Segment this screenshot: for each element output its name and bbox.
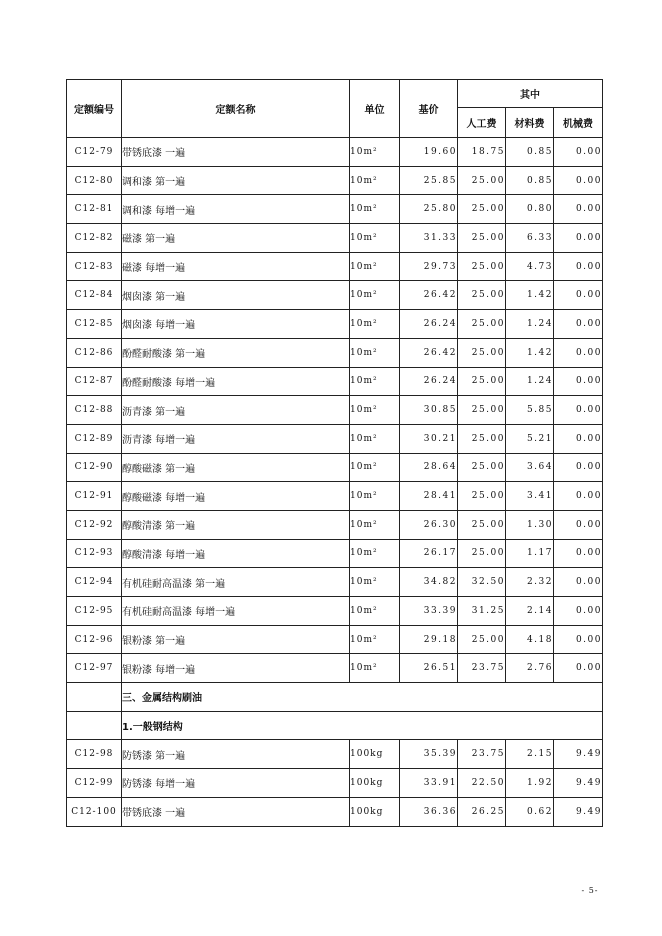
item-labor-cost: 18.75 [458, 138, 506, 167]
table-row [67, 510, 603, 539]
item-code: C12-86 [67, 338, 122, 367]
header-labor: 人工费 [458, 108, 506, 138]
item-base-price: 33.91 [400, 769, 458, 798]
item-base-price: 25.80 [400, 195, 458, 224]
item-code: C12-94 [67, 568, 122, 597]
item-labor-cost: 25.00 [458, 396, 506, 425]
subsection-title: 1.一般钢结构 [122, 711, 603, 740]
item-base-price: 33.39 [400, 597, 458, 626]
item-unit: 10m² [350, 281, 400, 310]
item-machine-cost: 0.00 [554, 654, 603, 683]
item-labor-cost: 25.00 [458, 482, 506, 511]
item-labor-cost: 25.00 [458, 310, 506, 339]
section-row [67, 683, 603, 712]
item-name: 有机硅耐高温漆 第一遍 [122, 568, 350, 597]
item-material-cost: 2.32 [506, 568, 554, 597]
item-code: C12-96 [67, 625, 122, 654]
item-name: 调和漆 每增一遍 [122, 195, 350, 224]
item-labor-cost: 22.50 [458, 769, 506, 798]
item-name: 银粉漆 第一遍 [122, 625, 350, 654]
item-base-price: 26.30 [400, 510, 458, 539]
item-code: C12-85 [67, 310, 122, 339]
item-base-price: 26.24 [400, 367, 458, 396]
item-labor-cost: 25.00 [458, 453, 506, 482]
item-code: C12-90 [67, 453, 122, 482]
item-material-cost: 3.41 [506, 482, 554, 511]
item-unit: 10m² [350, 367, 400, 396]
item-code: C12-93 [67, 539, 122, 568]
table-body-steel [67, 740, 603, 826]
item-code: C12-80 [67, 166, 122, 195]
table-row [67, 797, 603, 826]
item-material-cost: 0.85 [506, 166, 554, 195]
header-of-which: 其中 [458, 80, 603, 108]
item-name: 烟囱漆 每增一遍 [122, 310, 350, 339]
item-machine-cost: 9.49 [554, 769, 603, 798]
item-machine-cost: 0.00 [554, 224, 603, 253]
item-base-price: 26.51 [400, 654, 458, 683]
item-code: C12-82 [67, 224, 122, 253]
item-base-price: 28.41 [400, 482, 458, 511]
item-name: 沥青漆 每增一遍 [122, 424, 350, 453]
item-unit: 10m² [350, 166, 400, 195]
section-title: 三、金属结构刷油 [122, 683, 603, 712]
item-unit: 10m² [350, 424, 400, 453]
item-base-price: 26.42 [400, 281, 458, 310]
item-labor-cost: 25.00 [458, 166, 506, 195]
item-labor-cost: 25.00 [458, 281, 506, 310]
item-material-cost: 1.24 [506, 367, 554, 396]
item-labor-cost: 23.75 [458, 654, 506, 683]
item-material-cost: 1.24 [506, 310, 554, 339]
table-row [67, 482, 603, 511]
item-code: C12-79 [67, 138, 122, 167]
item-labor-cost: 25.00 [458, 424, 506, 453]
item-name: 防锈漆 第一遍 [122, 740, 350, 769]
item-labor-cost: 25.00 [458, 224, 506, 253]
item-unit: 10m² [350, 224, 400, 253]
item-unit: 10m² [350, 597, 400, 626]
item-code: C12-99 [67, 769, 122, 798]
item-name: 带锈底漆 一遍 [122, 138, 350, 167]
item-code: C12-81 [67, 195, 122, 224]
item-name: 醇酸清漆 第一遍 [122, 510, 350, 539]
item-code: C12-88 [67, 396, 122, 425]
header-machine: 机械费 [554, 108, 603, 138]
table-row [67, 539, 603, 568]
item-material-cost: 5.85 [506, 396, 554, 425]
item-base-price: 29.73 [400, 252, 458, 281]
item-labor-cost: 31.25 [458, 597, 506, 626]
item-machine-cost: 0.00 [554, 338, 603, 367]
table-row [67, 138, 603, 167]
header-material: 材料费 [506, 108, 554, 138]
item-machine-cost: 0.00 [554, 568, 603, 597]
item-code: C12-84 [67, 281, 122, 310]
item-code: C12-91 [67, 482, 122, 511]
item-material-cost: 2.14 [506, 597, 554, 626]
item-base-price: 26.42 [400, 338, 458, 367]
item-machine-cost: 0.00 [554, 310, 603, 339]
item-machine-cost: 0.00 [554, 281, 603, 310]
item-unit: 10m² [350, 482, 400, 511]
item-base-price: 30.21 [400, 424, 458, 453]
item-name: 磁漆 每增一遍 [122, 252, 350, 281]
item-material-cost: 1.92 [506, 769, 554, 798]
table-row [67, 281, 603, 310]
item-labor-cost: 23.75 [458, 740, 506, 769]
page-number: - 5- [581, 886, 599, 895]
item-name: 磁漆 第一遍 [122, 224, 350, 253]
item-labor-cost: 25.00 [458, 252, 506, 281]
item-unit: 10m² [350, 138, 400, 167]
item-labor-cost: 25.00 [458, 338, 506, 367]
table-body [67, 138, 603, 683]
item-unit: 10m² [350, 310, 400, 339]
item-machine-cost: 0.00 [554, 138, 603, 167]
table-row [67, 625, 603, 654]
table-row [67, 338, 603, 367]
item-base-price: 29.18 [400, 625, 458, 654]
item-base-price: 25.85 [400, 166, 458, 195]
table-row [67, 654, 603, 683]
quota-table [66, 79, 603, 827]
header-code: 定额编号 [67, 80, 122, 138]
item-machine-cost: 0.00 [554, 424, 603, 453]
item-unit: 10m² [350, 539, 400, 568]
item-material-cost: 4.18 [506, 625, 554, 654]
item-unit: 10m² [350, 568, 400, 597]
item-code: C12-83 [67, 252, 122, 281]
item-name: 酚醛耐酸漆 第一遍 [122, 338, 350, 367]
table-row [67, 166, 603, 195]
subsection-row [67, 711, 603, 740]
item-material-cost: 0.62 [506, 797, 554, 826]
item-base-price: 31.33 [400, 224, 458, 253]
item-name: 有机硅耐高温漆 每增一遍 [122, 597, 350, 626]
item-base-price: 26.24 [400, 310, 458, 339]
table-row [67, 740, 603, 769]
item-code: C12-97 [67, 654, 122, 683]
item-machine-cost: 0.00 [554, 367, 603, 396]
item-machine-cost: 0.00 [554, 252, 603, 281]
item-base-price: 35.39 [400, 740, 458, 769]
item-material-cost: 2.15 [506, 740, 554, 769]
item-name: 酚醛耐酸漆 每增一遍 [122, 367, 350, 396]
item-base-price: 30.85 [400, 396, 458, 425]
item-code: C12-100 [67, 797, 122, 826]
item-material-cost: 4.73 [506, 252, 554, 281]
item-unit: 10m² [350, 396, 400, 425]
item-unit: 10m² [350, 338, 400, 367]
item-material-cost: 5.21 [506, 424, 554, 453]
item-code: C12-98 [67, 740, 122, 769]
item-unit: 10m² [350, 654, 400, 683]
item-machine-cost: 0.00 [554, 453, 603, 482]
item-machine-cost: 0.00 [554, 510, 603, 539]
item-material-cost: 2.76 [506, 654, 554, 683]
item-name: 醇酸清漆 每增一遍 [122, 539, 350, 568]
table-row [67, 367, 603, 396]
item-machine-cost: 0.00 [554, 396, 603, 425]
item-material-cost: 1.17 [506, 539, 554, 568]
item-name: 烟囱漆 第一遍 [122, 281, 350, 310]
item-labor-cost: 25.00 [458, 367, 506, 396]
item-code: C12-92 [67, 510, 122, 539]
item-material-cost: 0.80 [506, 195, 554, 224]
header-unit: 单位 [350, 80, 400, 138]
item-machine-cost: 9.49 [554, 740, 603, 769]
table-row [67, 224, 603, 253]
item-material-cost: 1.42 [506, 338, 554, 367]
item-name: 银粉漆 每增一遍 [122, 654, 350, 683]
item-base-price: 19.60 [400, 138, 458, 167]
item-name: 沥青漆 第一遍 [122, 396, 350, 425]
item-material-cost: 3.64 [506, 453, 554, 482]
section-block [67, 683, 603, 740]
item-unit: 10m² [350, 510, 400, 539]
item-machine-cost: 0.00 [554, 166, 603, 195]
item-name: 醇酸磁漆 第一遍 [122, 453, 350, 482]
item-base-price: 36.36 [400, 797, 458, 826]
table-row [67, 424, 603, 453]
table-row [67, 769, 603, 798]
item-unit: 100kg [350, 769, 400, 798]
table-row [67, 453, 603, 482]
item-labor-cost: 25.00 [458, 539, 506, 568]
item-machine-cost: 0.00 [554, 482, 603, 511]
header-row [67, 80, 603, 108]
item-name: 带锈底漆 一遍 [122, 797, 350, 826]
table-row [67, 396, 603, 425]
item-name: 调和漆 第一遍 [122, 166, 350, 195]
item-unit: 10m² [350, 252, 400, 281]
item-machine-cost: 0.00 [554, 195, 603, 224]
table-row [67, 310, 603, 339]
item-material-cost: 0.85 [506, 138, 554, 167]
item-code: C12-87 [67, 367, 122, 396]
item-name: 醇酸磁漆 每增一遍 [122, 482, 350, 511]
item-labor-cost: 25.00 [458, 510, 506, 539]
item-labor-cost: 26.25 [458, 797, 506, 826]
item-base-price: 34.82 [400, 568, 458, 597]
item-machine-cost: 0.00 [554, 625, 603, 654]
table-row [67, 252, 603, 281]
header-name: 定额名称 [122, 80, 350, 138]
item-labor-cost: 25.00 [458, 625, 506, 654]
item-name: 防锈漆 每增一遍 [122, 769, 350, 798]
item-machine-cost: 9.49 [554, 797, 603, 826]
item-unit: 100kg [350, 797, 400, 826]
item-machine-cost: 0.00 [554, 597, 603, 626]
item-unit: 10m² [350, 625, 400, 654]
item-material-cost: 1.42 [506, 281, 554, 310]
item-material-cost: 1.30 [506, 510, 554, 539]
item-code: C12-89 [67, 424, 122, 453]
item-machine-cost: 0.00 [554, 539, 603, 568]
table-row [67, 597, 603, 626]
table-row [67, 568, 603, 597]
item-base-price: 26.17 [400, 539, 458, 568]
item-labor-cost: 25.00 [458, 195, 506, 224]
table-row [67, 195, 603, 224]
item-unit: 10m² [350, 453, 400, 482]
item-unit: 100kg [350, 740, 400, 769]
item-code: C12-95 [67, 597, 122, 626]
item-base-price: 28.64 [400, 453, 458, 482]
item-unit: 10m² [350, 195, 400, 224]
item-labor-cost: 32.50 [458, 568, 506, 597]
header-base-price: 基价 [400, 80, 458, 138]
item-material-cost: 6.33 [506, 224, 554, 253]
